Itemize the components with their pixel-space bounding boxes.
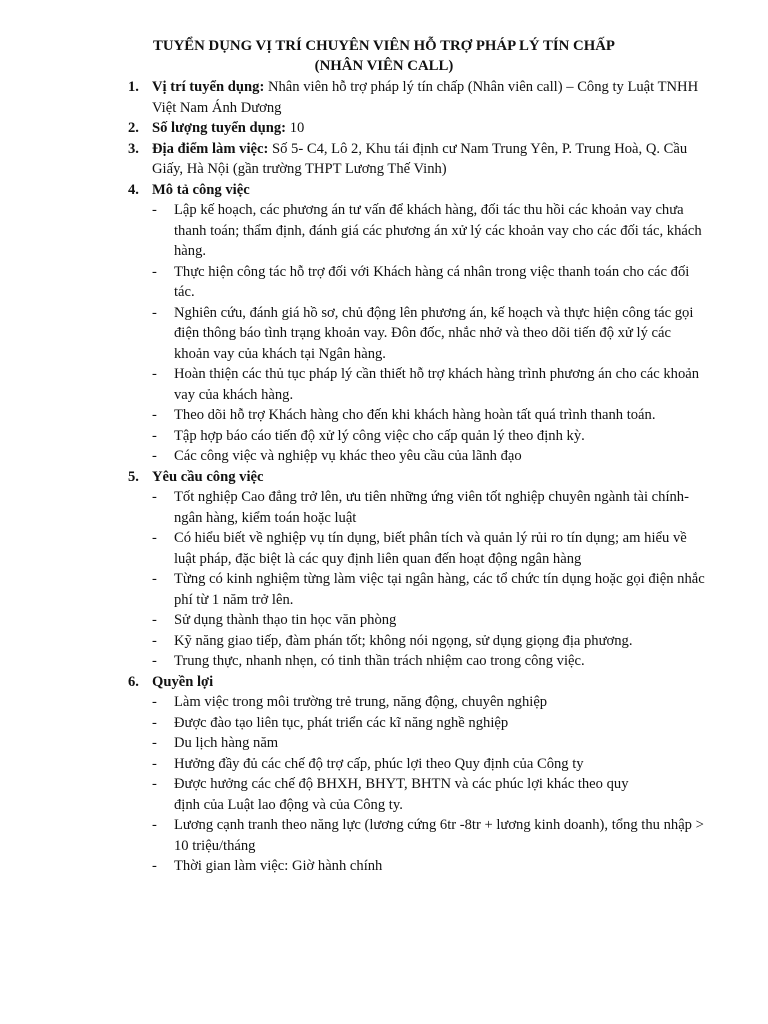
section-job-description [0,180,768,467]
bullet-list [152,200,708,467]
list-item: - Nghiên cứu, đánh giá hồ sơ, chủ động lên phương án, kế hoạch và thực hiện công tác gọi điện thông báo tình trạng khoản vay. Đôn đốc, nhắc nhở và theo dõi tiến độ xử lý các khoản vay của khách tại Ngân hàng. [152,303,708,365]
list-item: - Lương cạnh tranh theo năng lực (lương cứng 6tr -8tr + lương kinh doanh), tổng thu nhập > 10 triệu/tháng [152,815,708,856]
section-position [0,77,768,118]
list-item: - Được đào tạo liên tục, phát triển các kĩ năng nghề nghiệp [152,713,708,734]
section-text: Số 5- C4, Lô 2, Khu tái định cư Nam Trung Yên, P. Trung Hoà, Q. Cầu Giấy, Hà Nội (gần trường THPT Lương Thế Vinh) [152,140,688,177]
list-item: - Trung thực, nhanh nhẹn, có tinh thần trách nhiệm cao trong công việc. [152,651,708,672]
list-item: - Hưởng đầy đủ các chế độ trợ cấp, phúc lợi theo Quy định của Công ty [152,754,708,775]
section-number: 1. [128,79,139,95]
bullet-list [152,487,708,672]
list-item: - Tốt nghiệp Cao đẳng trở lên, ưu tiên những ứng viên tốt nghiệp chuyên ngành tài chính- ngân hàng, kiểm toán hoặc luật [152,487,708,528]
list-item: - Thực hiện công tác hỗ trợ đối với Khách hàng cá nhân trong việc thanh toán cho các đối tác. [152,262,708,303]
list-item: - Kỹ năng giao tiếp, đàm phán tốt; không nói ngọng, sử dụng giọng địa phương. [152,631,708,652]
list-item: - Các công việc và nghiệp vụ khác theo yêu cầu của lãnh đạo [152,446,708,467]
list-item: - Làm việc trong môi trường trẻ trung, năng động, chuyên nghiệp [152,692,708,713]
section-quantity [0,118,768,139]
section-label: Yêu cầu công việc [152,468,264,485]
section-number: 4. [128,181,139,198]
section-requirements [0,467,768,672]
section-label: Mô tả công việc [152,181,250,198]
section-list [0,77,768,877]
section-number: 2. [128,120,139,136]
section-label: Vị trí tuyển dụng: [152,79,265,95]
bullet-list [152,692,708,877]
list-item: - Hoàn thiện các thủ tục pháp lý cần thiết hỗ trợ khách hàng trình phương án cho các khoản vay của khách hàng. [152,364,708,405]
list-item: - Được hưởng các chế độ BHXH, BHYT, BHTN và các phúc lợi khác theo quy định của Luật lao động và của Công ty. [152,774,708,815]
document-page [0,36,768,877]
section-number: 3. [128,140,139,157]
list-item: - Thời gian làm việc: Giờ hành chính [152,856,708,877]
section-number: 6. [128,673,139,690]
section-label: Địa điểm làm việc: [152,140,269,157]
list-item: - Có hiểu biết về nghiệp vụ tín dụng, biết phân tích và quản lý rủi ro tín dụng; am hiểu về luật pháp, đặc biệt là các quy định liên quan đến hoạt động ngân hàng [152,528,712,569]
section-label: Quyền lợi [152,673,214,690]
list-item: - Theo dõi hỗ trợ Khách hàng cho đến khi khách hàng hoàn tất quá trình thanh toán. [152,405,708,426]
section-benefits [0,672,768,877]
section-text: Nhân viên hỗ trợ pháp lý tín chấp (Nhân viên call) – Công ty Luật TNHH Việt Nam Ánh Dương [152,79,699,116]
list-item: - Lập kế hoạch, các phương án tư vấn để khách hàng, đối tác thu hồi các khoản vay chưa thanh toán; thẩm định, đánh giá các phương án xử lý các khoản vay cho các đối tác, khách hàng. [152,200,708,262]
list-item: - Du lịch hàng năm [152,733,708,754]
section-location [0,139,768,180]
document-title-line2: (NHÂN VIÊN CALL) [314,58,454,74]
section-number: 5. [128,468,139,485]
section-label: Số lượng tuyển dụng: [152,120,287,136]
list-item: - Từng có kinh nghiệm từng làm việc tại ngân hàng, các tổ chức tín dụng hoặc gọi điện nhắc phí từ 1 năm trở lên. [152,569,708,610]
section-text: 10 [286,120,305,136]
list-item: - Sử dụng thành thạo tin học văn phòng [152,610,708,631]
list-item: - Tập hợp báo cáo tiến độ xử lý công việc cho cấp quản lý theo định kỳ. [152,426,708,447]
document-title-line1: TUYỂN DỤNG VỊ TRÍ CHUYÊN VIÊN HỖ TRỢ PHÁP LÝ TÍN CHẤP [153,38,615,54]
